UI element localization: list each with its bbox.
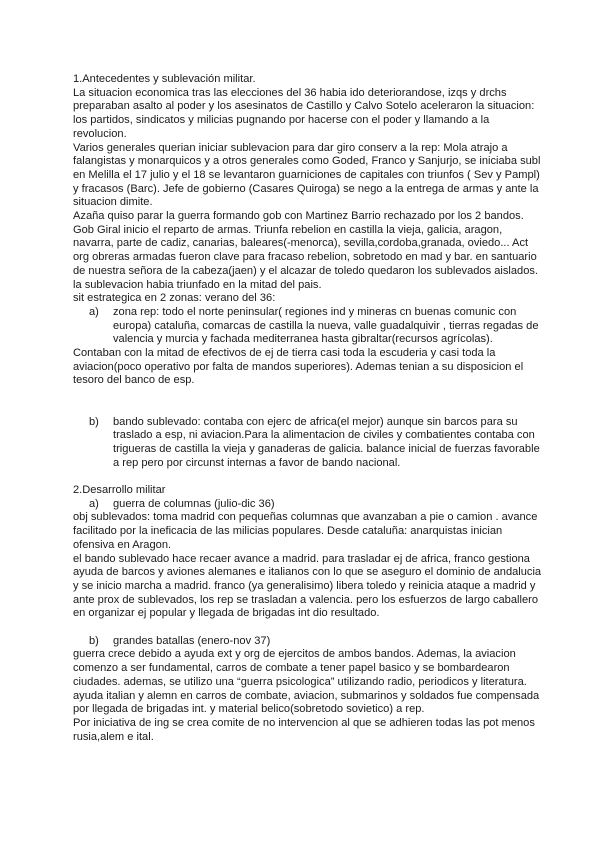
list-marker: b) xyxy=(89,415,99,428)
blank-line xyxy=(73,388,543,402)
list-item xyxy=(73,498,543,512)
section-2-heading: 2.Desarrollo militar xyxy=(73,484,166,497)
paragraph: guerra crece debido a ayuda ext y org de ejercitos de ambos bandos. Ademas, la aviacion comenzo a ser fundamental, carros de combate a tener papel basico y se bombardearon ciudades. ademas, se utilizo una “guerra psicologica” utilizando radio, periodicos y literatura. ayuda italian y alemn en carros de combate, aviacion, submarinos y soldados fue compensada por llegada de brigadas int. y material belico(sobretodo sovietico) a rep. xyxy=(73,648,540,716)
paragraph: Contaban con la mitad de efectivos de ej de tierra casi toda la escuderia y casi toda la aviacion(poco operativo por falta de mandos superiores). Ademas tenian a su disposicion el tesoro del banco de esp. xyxy=(73,347,524,387)
blank-line xyxy=(73,402,543,416)
list-marker: a) xyxy=(89,305,99,318)
list-item-text: zona rep: todo el norte peninsular( regiones ind y mineras cn buenas comunic con europa) cataluña, comarcas de castilla la nueva, valle guadalquivir , tierras regadas de valencia y murcia y fachada mediterranea hasta gibraltar(recursos agrícolas). xyxy=(113,305,539,346)
section-1-heading: 1.Antecedentes y sublevación militar. xyxy=(73,73,256,85)
paragraph: Por iniciativa de ing se crea comite de no intervencion al que se adhieren todas las pot menos rusia,alem e ital. xyxy=(73,716,535,743)
list-item xyxy=(73,416,543,471)
list-marker: b) xyxy=(89,634,99,647)
list-item xyxy=(73,635,543,649)
list-marker: a) xyxy=(89,497,99,510)
blank-line xyxy=(73,621,543,635)
paragraph: el bando sublevado hace recaer avance a madrid. para trasladar ej de africa, franco gestiona ayuda de barcos y aviones alemanes e italianos con lo que se aseguro el dominio de andalucia y se inicio marcha a madrid. franco (ya generalisimo) libera toledo y reinicia ataque a madrid y ante prox de sublevados, los rep se trasladan a valencia. pero los esfuerzos de largo caballero en organizar ej popular y llegada de brigadas int dio resultado. xyxy=(73,552,542,620)
list-item-text: grandes batallas (enero-nov 37) xyxy=(113,634,271,647)
paragraph: La situacion economica tras las elecciones del 36 habia ido deteriorandose, izqs y drchs preparaban asalto al poder y los asesinatos de Castillo y Calvo Sotelo aceleraron la situacion: los partidos, sindicatos y milicias pugnando por hacerse con el poder y llamando a la revolucion. xyxy=(73,86,535,140)
paragraph: Azaña quiso parar la guerra formando gob con Martinez Barrio rechazado por los 2 bandos. Gob Giral inicio el reparto de armas. Triunfa rebelion en castilla la vieja, galicia, aragon, navarra, parte de cadiz, canarias, baleares(-menorca), sevilla,cordoba,granada, oviedo... Act org obreras armadas fueron clave para fracaso rebelion, sobretodo en mad y bar. en santuario de nuestra señora de la cabeza(jaen) y el alcazar de toledo quedaron los sublevados aislados. la sublevacion habia triunfado en la mitad del pais. xyxy=(73,210,539,291)
document-body xyxy=(73,73,543,744)
blank-line xyxy=(73,470,543,484)
paragraph: sit estrategica en 2 zonas: verano del 36: xyxy=(73,292,276,305)
list-item-text: guerra de columnas (julio-dic 36) xyxy=(113,497,275,510)
paragraph: Varios generales querian iniciar sublevacion para dar giro conserv a la rep: Mola atrajo a falangistas y monarquicos y a otros generales como Goded, Franco y Sanjurjo, se iniciaba subl en Melilla el 17 julio y el 18 se levantaron guarniciones de capitales con triunfos ( Sev y Pampl) y fracasos (Barc). Jefe de gobierno (Casares Quiroga) se nego a la entrega de armas y ante la situacion dimite. xyxy=(73,141,541,209)
list-item-text: bando sublevado: contaba con ejerc de africa(el mejor) aunque sin barcos para su traslado a esp, ni aviacion.Para la alimentacion de civiles y combatientes contaba con trigueras de castilla la vieja y ganaderas de galicia. balance inicial de fuerzas favorable a rep pero por circunst internas a favor de bando nacional. xyxy=(113,415,540,469)
paragraph: obj sublevados: toma madrid con pequeñas columnas que avanzaban a pie o camion . avance facilitado por la ineficacia de las milicias populares. Desde cataluña: anarquistas inician ofensiva en Aragon. xyxy=(73,511,538,551)
list-item xyxy=(73,306,543,347)
